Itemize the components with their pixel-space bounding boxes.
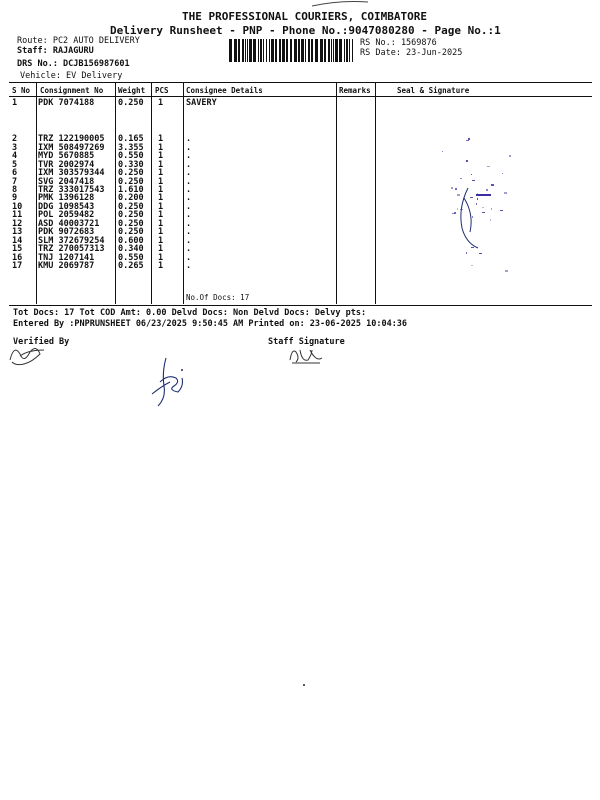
cell-consignee: . bbox=[186, 261, 192, 271]
cell-consignee: . bbox=[186, 253, 192, 263]
cell-weight: 1.610 bbox=[118, 185, 144, 195]
cell-sno: 2 bbox=[12, 134, 18, 144]
cell-weight: 0.165 bbox=[118, 134, 144, 144]
route-label: Route: PC2 AUTO DELIVERY bbox=[17, 36, 140, 46]
col-divider bbox=[115, 82, 116, 304]
cell-sno: 12 bbox=[12, 219, 23, 229]
cell-sno: 7 bbox=[12, 177, 18, 187]
cell-consignment: PMK 1396128 bbox=[38, 193, 95, 203]
cell-pcs: 1 bbox=[158, 168, 164, 178]
cell-weight: 0.250 bbox=[118, 202, 144, 212]
cell-pcs: 1 bbox=[158, 219, 164, 229]
cell-pcs: 1 bbox=[158, 261, 164, 271]
cell-weight: 0.340 bbox=[118, 244, 144, 254]
cell-consignee: . bbox=[186, 236, 192, 246]
cell-consignee: . bbox=[186, 185, 192, 195]
cell-sno: 8 bbox=[12, 185, 18, 195]
staff-signature-label: Staff Signature bbox=[268, 337, 345, 347]
col-divider bbox=[183, 82, 184, 304]
cell-consignment: SLM 372679254 bbox=[38, 236, 105, 246]
cell-sno: 5 bbox=[12, 160, 18, 170]
cell-consignee: . bbox=[186, 244, 192, 254]
cell-sno: 16 bbox=[12, 253, 23, 263]
cell-weight: 0.250 bbox=[118, 98, 144, 108]
cell-consignment: TNJ 1207141 bbox=[38, 253, 95, 263]
rs-date: RS Date: 23-Jun-2025 bbox=[360, 48, 463, 58]
col-divider bbox=[36, 82, 37, 304]
col-header-weight: Weight bbox=[118, 86, 146, 95]
cell-weight: 0.250 bbox=[118, 227, 144, 237]
cell-pcs: 1 bbox=[158, 134, 164, 144]
cell-consignee: . bbox=[186, 210, 192, 220]
cell-consignee: . bbox=[186, 151, 192, 161]
pen-mark bbox=[310, 0, 370, 8]
verified-by-label: Verified By bbox=[13, 337, 70, 347]
vehicle-label: Vehicle: EV Delivery bbox=[20, 71, 123, 81]
cell-pcs: 1 bbox=[158, 193, 164, 203]
cell-consignment: ASD 40003721 bbox=[38, 219, 100, 229]
cell-sno: 9 bbox=[12, 193, 18, 203]
cell-weight: 3.355 bbox=[118, 143, 144, 153]
speck bbox=[303, 684, 305, 686]
cell-consignment: SVG 2047418 bbox=[38, 177, 95, 187]
cell-consignment: DDG 1098543 bbox=[38, 202, 95, 212]
cell-sno: 3 bbox=[12, 143, 18, 153]
staff-label: Staff: RAJAGURU bbox=[17, 46, 94, 56]
cell-weight: 0.550 bbox=[118, 151, 144, 161]
cell-consignee: . bbox=[186, 143, 192, 153]
receiver-signature bbox=[148, 352, 190, 410]
drs-number: DRS No.: DCJB156987601 bbox=[17, 59, 130, 69]
col-divider bbox=[151, 82, 152, 304]
cell-sno: 14 bbox=[12, 236, 23, 246]
cell-consignee: . bbox=[186, 227, 192, 237]
cell-pcs: 1 bbox=[158, 98, 164, 108]
cell-pcs: 1 bbox=[158, 227, 164, 237]
barcode bbox=[229, 39, 355, 62]
cell-weight: 0.550 bbox=[118, 253, 144, 263]
cell-pcs: 1 bbox=[158, 210, 164, 220]
rs-number: RS No.: 1569876 bbox=[360, 38, 437, 48]
cell-consignment: IXM 508497269 bbox=[38, 143, 105, 153]
cell-pcs: 1 bbox=[158, 143, 164, 153]
cell-sno: 13 bbox=[12, 227, 23, 237]
cell-weight: 0.265 bbox=[118, 261, 144, 271]
cell-consignment: POL 2059482 bbox=[38, 210, 95, 220]
seal-stamp bbox=[418, 128, 518, 278]
cell-weight: 0.200 bbox=[118, 193, 144, 203]
cell-pcs: 1 bbox=[158, 185, 164, 195]
cell-pcs: 1 bbox=[158, 160, 164, 170]
cell-weight: 0.600 bbox=[118, 236, 144, 246]
cell-consignment: IXM 303579344 bbox=[38, 168, 105, 178]
col-header-sno: S No bbox=[12, 86, 31, 95]
cell-weight: 0.250 bbox=[118, 168, 144, 178]
cell-weight: 0.250 bbox=[118, 177, 144, 187]
cell-sno: 4 bbox=[12, 151, 18, 161]
cell-sno: 1 bbox=[12, 98, 18, 108]
col-divider bbox=[336, 82, 337, 304]
cell-consignee: . bbox=[186, 219, 192, 229]
entered-by-line: Entered By :PNPRUNSHEET 06/23/2025 9:50:45 AM Printed on: 23-06-2025 10:04:36 bbox=[13, 319, 408, 329]
cell-sno: 6 bbox=[12, 168, 18, 178]
col-header-pcs: PCS bbox=[155, 86, 169, 95]
cell-consignee: . bbox=[186, 134, 192, 144]
col-header-remarks: Remarks bbox=[339, 86, 371, 95]
cell-sno: 15 bbox=[12, 244, 23, 254]
cell-consignee: . bbox=[186, 202, 192, 212]
company-title: THE PROFESSIONAL COURIERS, COIMBATORE bbox=[182, 10, 428, 23]
totals-line: Tot Docs: 17 Tot COD Amt: 0.00 Delvd Docs: Non Delvd Docs: Delvy pts: bbox=[13, 308, 367, 318]
col-header-seal: Seal & Signature bbox=[397, 86, 470, 95]
col-header-consignment: Consignment No bbox=[40, 86, 104, 95]
cell-consignment: TVR 2002974 bbox=[38, 160, 95, 170]
cell-pcs: 1 bbox=[158, 202, 164, 212]
cell-consignee: SAVERY bbox=[186, 98, 217, 108]
cell-sno: 17 bbox=[12, 261, 23, 271]
cell-sno: 10 bbox=[12, 202, 23, 212]
cell-pcs: 1 bbox=[158, 177, 164, 187]
verifier-signature bbox=[6, 342, 52, 370]
cell-consignment: MYD 5670885 bbox=[38, 151, 95, 161]
cell-pcs: 1 bbox=[158, 151, 164, 161]
cell-consignee: . bbox=[186, 168, 192, 178]
cell-consignment: KMU 2069787 bbox=[38, 261, 95, 271]
cell-consignee: . bbox=[186, 177, 192, 187]
cell-consignment: TRZ 122190005 bbox=[38, 134, 105, 144]
col-header-consignee: Consignee Details bbox=[186, 86, 263, 95]
cell-pcs: 1 bbox=[158, 244, 164, 254]
cell-consignment: PDK 7074188 bbox=[38, 98, 95, 108]
cell-weight: 0.250 bbox=[118, 210, 144, 220]
cell-pcs: 1 bbox=[158, 236, 164, 246]
cell-weight: 0.250 bbox=[118, 219, 144, 229]
staff-signature bbox=[286, 344, 326, 366]
cell-weight: 0.330 bbox=[118, 160, 144, 170]
runsheet-title: Delivery Runsheet - PNP - Phone No.:9047080280 - Page No.:1 bbox=[110, 24, 501, 37]
cell-pcs: 1 bbox=[158, 253, 164, 263]
cell-consignee: . bbox=[186, 193, 192, 203]
cell-consignee: . bbox=[186, 160, 192, 170]
table-header-divider bbox=[9, 96, 592, 97]
cell-consignment: TRZ 270057313 bbox=[38, 244, 105, 254]
cell-sno: 11 bbox=[12, 210, 23, 220]
cell-consignment: PDK 9072683 bbox=[38, 227, 95, 237]
docs-count: No.Of Docs: 17 bbox=[186, 293, 250, 302]
cell-consignment: TRZ 333017543 bbox=[38, 185, 105, 195]
col-divider bbox=[375, 82, 376, 304]
